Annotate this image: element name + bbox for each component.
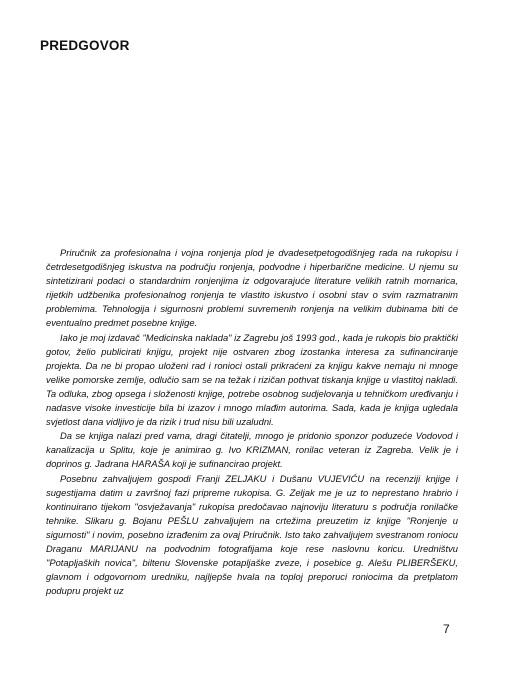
page-number: 7 xyxy=(443,622,450,636)
paragraph-1: Priručnik za profesionalna i vojna ronjenja plod je dvadesetpetogodišnjeg rada na rukopisu i četrdesetgodišnjeg iskustva na području ronjenja, podvodne i hiperbarične medicine. U njemu su sintetizirani podaci o standardnim ronjenjima iz odgovarajuće literature velikih ratnih mornarica, rijetkih udžbenika profesionalnog ronjenja te vlastito iskustvo i osobni stav o svim razmatranim problemima. Tehnologija i sigurnosni problemi suvremenih ronjenja na velikim dubinama biti će eventualno predmet posebne knjige. xyxy=(46,247,458,329)
body-text xyxy=(46,246,458,598)
paragraph-3: Da se knjiga nalazi pred vama, dragi čitatelji, mnogo je pridonio sponzor poduzeće Vodovod i kanalizacija u Splitu, koje je animirao g. Ivo KRIZMAN, ronilac veteran iz Zagreba. Velik je i doprinos g. Jadrana HARAŠA koji je sufinancirao projekt. xyxy=(46,430,458,470)
page-title: PREDGOVOR xyxy=(40,38,130,53)
paragraph-4: Posebnu zahvaljujem gospodi Franji ZELJAKU i Dušanu VUJEVIĆU na recenziji knjige i sugestijama datim u završnoj fazi pripreme rukopisa. G. Zeljak me je uz to neprestano hrabrio i kontinuirano tijekom "osvježavanja" rukopisa predočavao najnoviju literaturu s područja ronilačke tehnike. Slikaru g. Bojanu PEŠLU zahvaljujem na crtežima preuzetim iz knjige "Ronjenje u sigurnosti" i novim, posebno izrađenim za ovaj Priručnik. Isto tako zahvaljujem svestranom roniocu Draganu MARIJANU na podvodnim fotografijama koje rese naslovnu koricu. Uredništvu "Potapljaških novica", biltenu Slovenske potapljaške zveze, i posebice g. Alešu PLIBERŠEKU, glavnom i odgovornom uredniku, najljepše hvala na toploj preporuci roniocima da pretplatom podupru projekt uz xyxy=(46,472,458,597)
paragraph-2: Iako je moj izdavač "Medicinska naklada" iz Zagrebu još 1993 god., kada je rukopis bio praktički gotov, želio publicirati knjigu, projekt nije ostvaren zbog izostanka interesa za sufinanciranje projekta. Da ne bi propao uloženi rad i ronioci ostali prikraćeni za knjigu kakve nemaju ni mnoge velike pomorske zemlje, odlučio sam se na težak i rizičan pothvat tiskanja knjige u vlastitoj nakladi. Ta odluka, zbog opsega i složenosti knjige, potrebe osobnog sudjelovanja u tehničkom uređivanju i nadasve visoke investicije bila bi izazov i mnogo mlađim autorima. Sada, kada je knjiga ugledala svjetlost dana vidljivo je da rizik i trud nisu bili uzaludni. xyxy=(46,331,458,428)
